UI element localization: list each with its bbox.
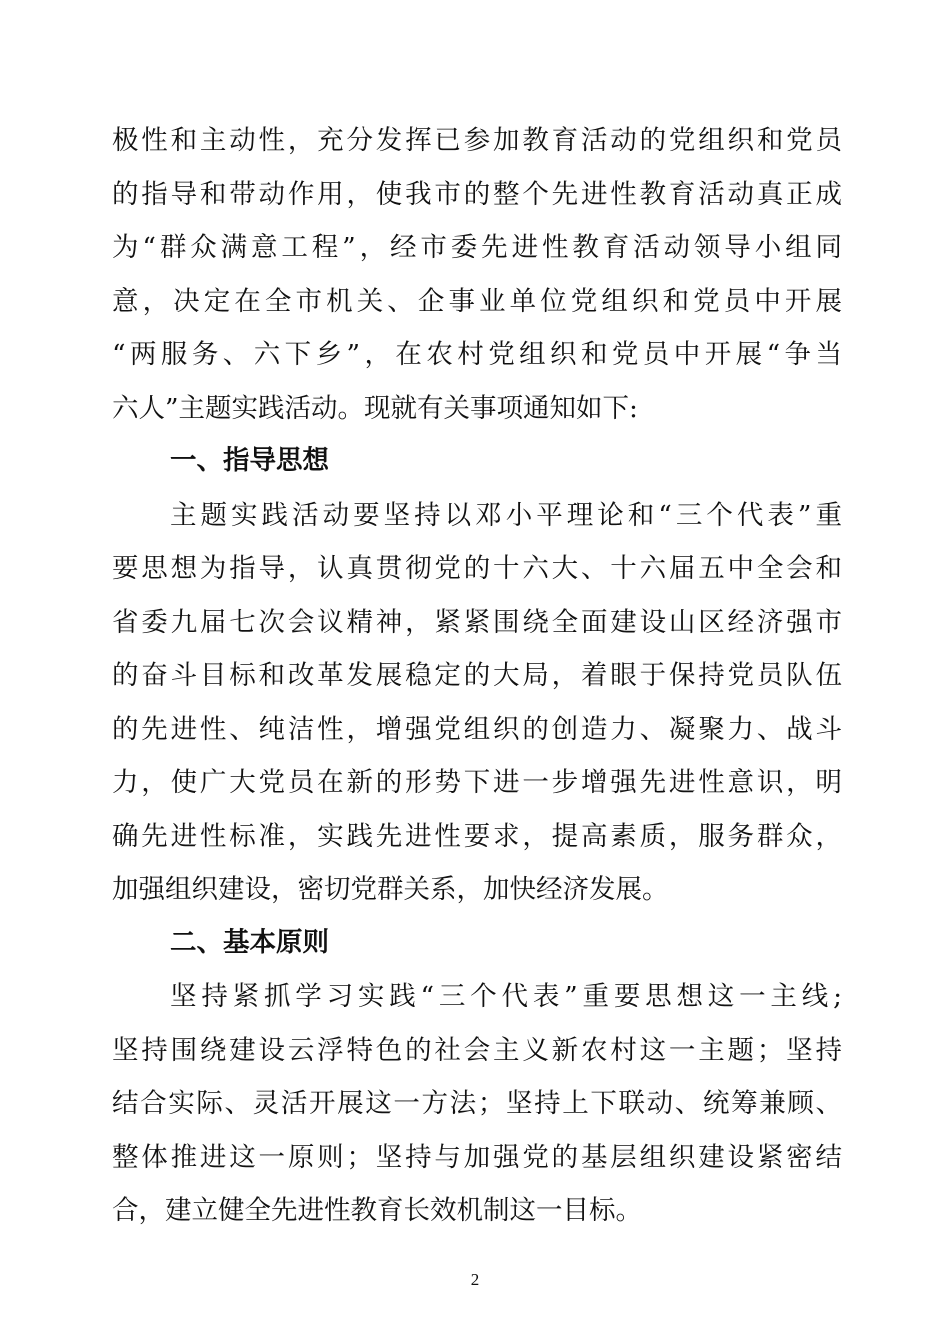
paragraph-line: 合，建立健全先进性教育长效机制这一目标。 (112, 1195, 642, 1226)
paragraph-line: 坚持紧抓学习实践“三个代表”重要思想这一主线; (170, 981, 842, 1012)
paragraph-line: 极性和主动性，充分发挥已参加教育活动的党组织和党员 (112, 125, 842, 156)
paragraph-line: 整体推进这一原则；坚持与加强党的基层组织建设紧密结 (112, 1142, 842, 1173)
page-number: 2 (470, 1270, 480, 1289)
paragraph-line: 结合实际、灵活开展这一方法；坚持上下联动、统筹兼顾、 (112, 1088, 842, 1119)
paragraph-line: 的指导和带动作用，使我市的整个先进性教育活动真正成 (112, 179, 842, 210)
paragraph-line: 力，使广大党员在新的形势下进一步增强先进性意识，明 (112, 767, 842, 798)
paragraph-line: 的先进性、纯洁性，增强党组织的创造力、凝聚力、战斗 (112, 714, 842, 745)
paragraph-line: 六人”主题实践活动。现就有关事项通知如下: (112, 393, 638, 424)
paragraph-line: 要思想为指导，认真贯彻党的十六大、十六届五中全会和 (112, 553, 842, 584)
paragraph-line: 确先进性标准，实践先进性要求，提高素质，服务群众， (112, 821, 842, 852)
paragraph-line: 为“群众满意工程”，经市委先进性教育活动领导小组同 (112, 232, 842, 263)
paragraph-line: 坚持围绕建设云浮特色的社会主义新农村这一主题；坚持 (112, 1035, 842, 1066)
paragraph-line: 加强组织建设，密切党群关系，加快经济发展。 (112, 874, 669, 905)
paragraph-line: 省委九届七次会议精神，紧紧围绕全面建设山区经济强市 (112, 607, 842, 638)
section-heading-basic-principles: 二、基本原则 (170, 927, 329, 958)
paragraph-line: 的奋斗目标和改革发展稳定的大局，着眼于保持党员队伍 (112, 660, 842, 691)
paragraph-line: 主题实践活动要坚持以邓小平理论和“三个代表”重 (170, 500, 842, 531)
paragraph-line: “两服务、六下乡”，在农村党组织和党员中开展“争当 (112, 339, 842, 370)
paragraph-line: 意，决定在全市机关、企事业单位党组织和党员中开展 (112, 286, 842, 317)
section-heading-guiding-ideology: 一、指导思想 (170, 445, 329, 476)
